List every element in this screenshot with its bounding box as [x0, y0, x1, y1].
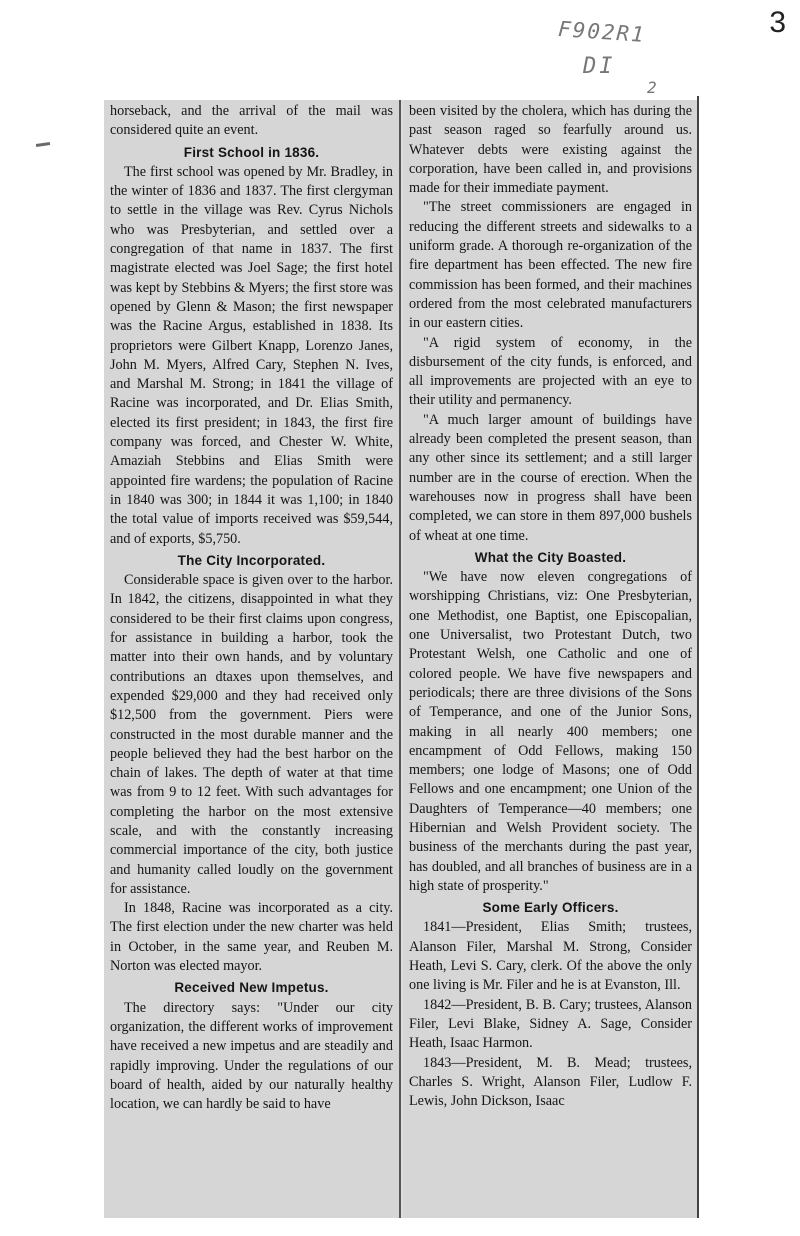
- officers-1841: 1841—President, Elias Smith; trustees, Alanson Filer, Marshal M. Strong, Consider Heath, Levi S. Cary, clerk. Of the above the only one living is Mr. Filer and he is at Evanston, Ill.: [409, 919, 692, 994]
- congregations-paragraph: "We have now eleven congregations of worshipping Christians, viz: One Presbyterian, one Methodist, one Baptist, one Episcopalian, one Universalist, two Protestant Dutch, two Protestant Welsh, one Catholic and one of colored people. We have five newspapers and periodicals; there are three divisions of the Sons of Temperance, and one of the Junior Sons, making in all nearly 400 members; one encampment of Odd Fellows, making 150 members; one lodge of Masons; one of Odd Fellows and one encampment; one Union of the Daughters of Temperance—40 members; one Hibernian and Welsh Provident society. The business of the merchants during the past year, has doubled, and all branches of business are in a high state of prosperity.": [409, 569, 692, 894]
- harbor-paragraph: Considerable space is given over to the harbor. In 1842, the citizens, disappointed in what they considered to be their first claims upon congress, for assistance in building a harbor, took the matter into their own hands, and by voluntary contributions an dtaxes upon themselves, and expended $29,000 and they had received only $12,500 from the government. Piers were constructed in the most durable manner and the people believed they had the best harbor on the chain of lakes. The depth of water at that time was from 9 to 12 feet. With such advantages for completing the harbor on the most extensive scale, and with the constantly increasing commercial importance of the city, both justice and humanity called loudly on the government for assistance.: [110, 572, 393, 897]
- handwritten-catalog-code: F902R1: [557, 16, 647, 48]
- officers-1842: 1842—President, B. B. Cary; trustees, Alanson Filer, Levi Blake, Sidney A. Sage, Consider Heath, Isaac Harmon.: [409, 996, 692, 1052]
- first-school-paragraph: The first school was opened by Mr. Bradley, in the winter of 1836 and 1837. The first clergyman to settle in the village was Rev. Cyrus Nichols who was Presbyterian, and settled over a congregation of that name in 1837. The first magistrate elected was Joel Sage; the first hotel was kept by Stebbins & Myers; the first store was opened by Glenn & Mason; the first newspaper was the Racine Argus, established in 1838. Its proprietors were Gilbert Knapp, Lorenzo Janes, John M. Myers, Alfred Cary, Stephen N. Ives, and Marshal M. Strong; in 1841 the village of Racine was incorporated, and Dr. Elias Smith, elected its first president; in 1843, the first fire company was forced, and Chester W. White, Amaziah Stebbins and Elias Smith were appointed fire wardens; the population of Racine in 1840 was 300; in 1844 it was 1,100; in 1840 the total value of imports received was $59,544, and of exports, $5,750.: [110, 163, 393, 547]
- continuation-paragraph: been visited by the cholera, which has during the past season raged so fearfully around us. Whatever debts were existing against the corporation, have been called in, and provisions made for their immediate payment.: [409, 103, 692, 197]
- intro-paragraph: horseback, and the arrival of the mail was considered quite an event.: [110, 103, 393, 139]
- economy-paragraph: "A rigid system of economy, in the disbursement of the city funds, is enforced, and all improvements are projected with an eye to their utility and permanency.: [409, 334, 692, 409]
- handwritten-di-mark: DI: [583, 54, 616, 79]
- new-impetus-heading: Received New Impetus.: [174, 980, 329, 996]
- streets-paragraph: "The street commissioners are engaged in reducing the different streets and sidewalks to a uniform grade. A thorough re-organization of the fire department has been effected. The new fire commission has been formed, and their machines ordered from the most celebrated manufacturers in our eastern cities.: [409, 199, 692, 332]
- page-number: 3: [769, 6, 786, 39]
- incorporation-paragraph: In 1848, Racine was incorporated as a city. The first election under the new charter was held in October, in the same year, and Reuben M. Norton was elected mayor.: [110, 900, 393, 975]
- handwritten-page-ref: 2: [647, 78, 657, 97]
- right-column: [403, 100, 698, 1218]
- city-incorporated-heading: The City Incorporated.: [177, 552, 326, 568]
- left-column: [104, 100, 401, 1218]
- directory-paragraph: The directory says: "Under our city organization, the different works of improvement have received a new impetus and are steadily and rapidly improving. Under the regulations of our board of health, aided by our naturally healthy location, we can hardly be said to have: [110, 999, 393, 1113]
- city-boasted-heading: What the City Boasted.: [474, 549, 627, 565]
- early-officers-heading: Some Early Officers.: [482, 900, 619, 916]
- column-rule: [697, 96, 699, 1218]
- buildings-paragraph: "A much larger amount of buildings have already been completed the present season, than any other since its settlement; and a still larger number are in the course of erection. When the warehouses now in progress shall have been completed, we can store in them 897,000 bushels of wheat at one time.: [409, 411, 692, 544]
- margin-tick-mark: [36, 142, 50, 147]
- officers-1843: 1843—President, M. B. Mead; trustees, Charles S. Wright, Alanson Filer, Ludlow F. Lewis, John Dickson, Isaac: [409, 1054, 692, 1110]
- first-school-heading: First School in 1836.: [183, 144, 320, 160]
